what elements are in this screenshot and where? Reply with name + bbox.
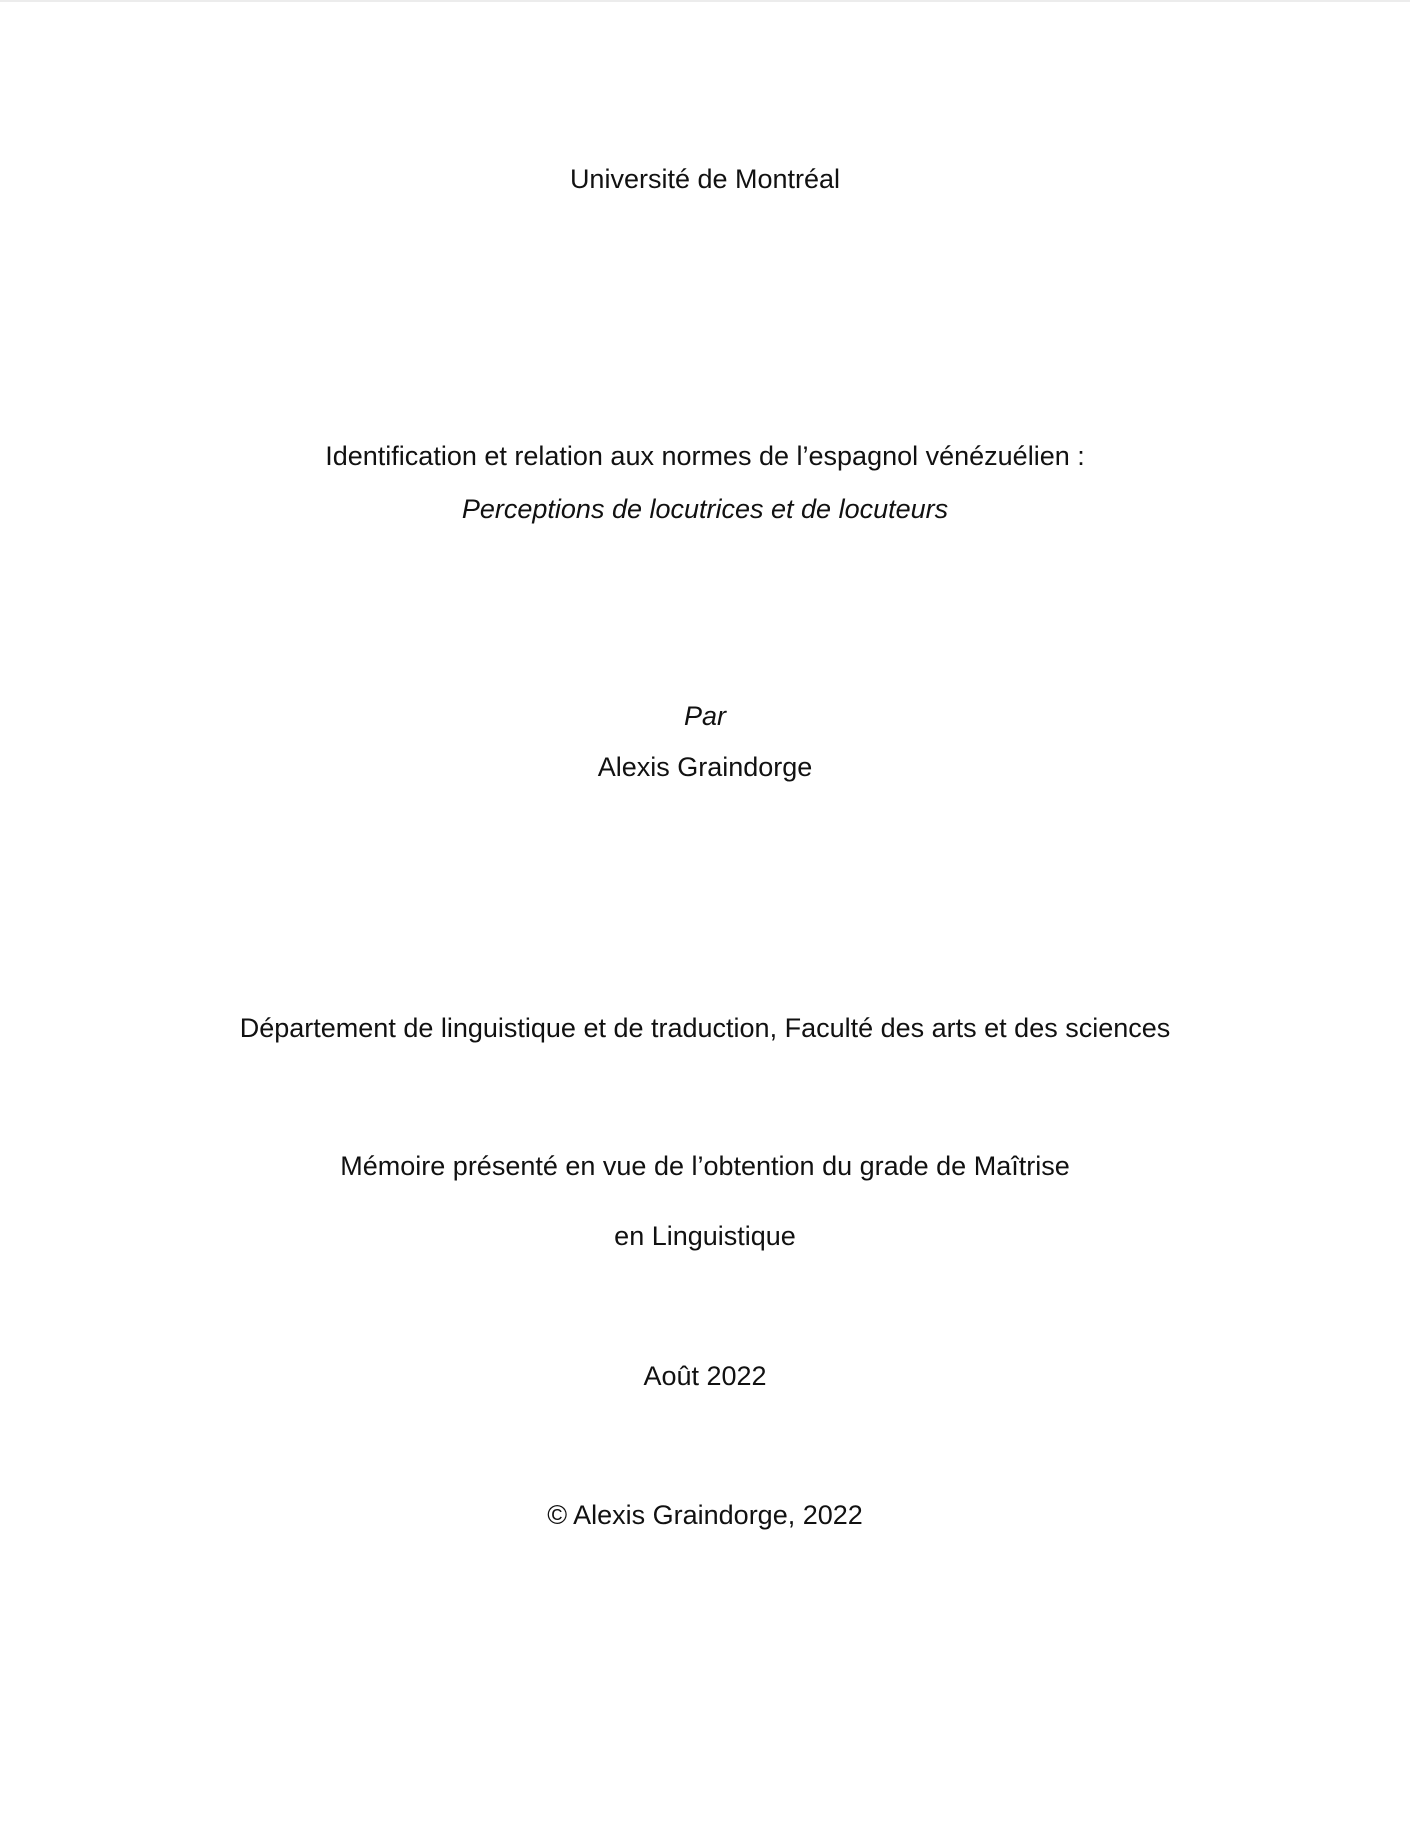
submission-date: Août 2022 [643,1361,767,1391]
by-label: Par [683,701,727,731]
thesis-subtitle: Perceptions de locutrices et de locuteurs [461,494,949,524]
degree-discipline: en Linguistique [614,1221,796,1251]
copyright-notice: © Alexis Graindorge, 2022 [547,1500,863,1530]
thesis-title: Identification et relation aux normes de l’espagnol vénézuélien : [325,441,1085,471]
degree-statement: Mémoire présenté en vue de l’obtention du grade de Maîtrise [340,1151,1070,1181]
university-name: Université de Montréal [569,164,841,194]
department: Département de linguistique et de traduction, Faculté des arts et des sciences [239,1013,1171,1043]
author-name: Alexis Graindorge [597,752,813,782]
